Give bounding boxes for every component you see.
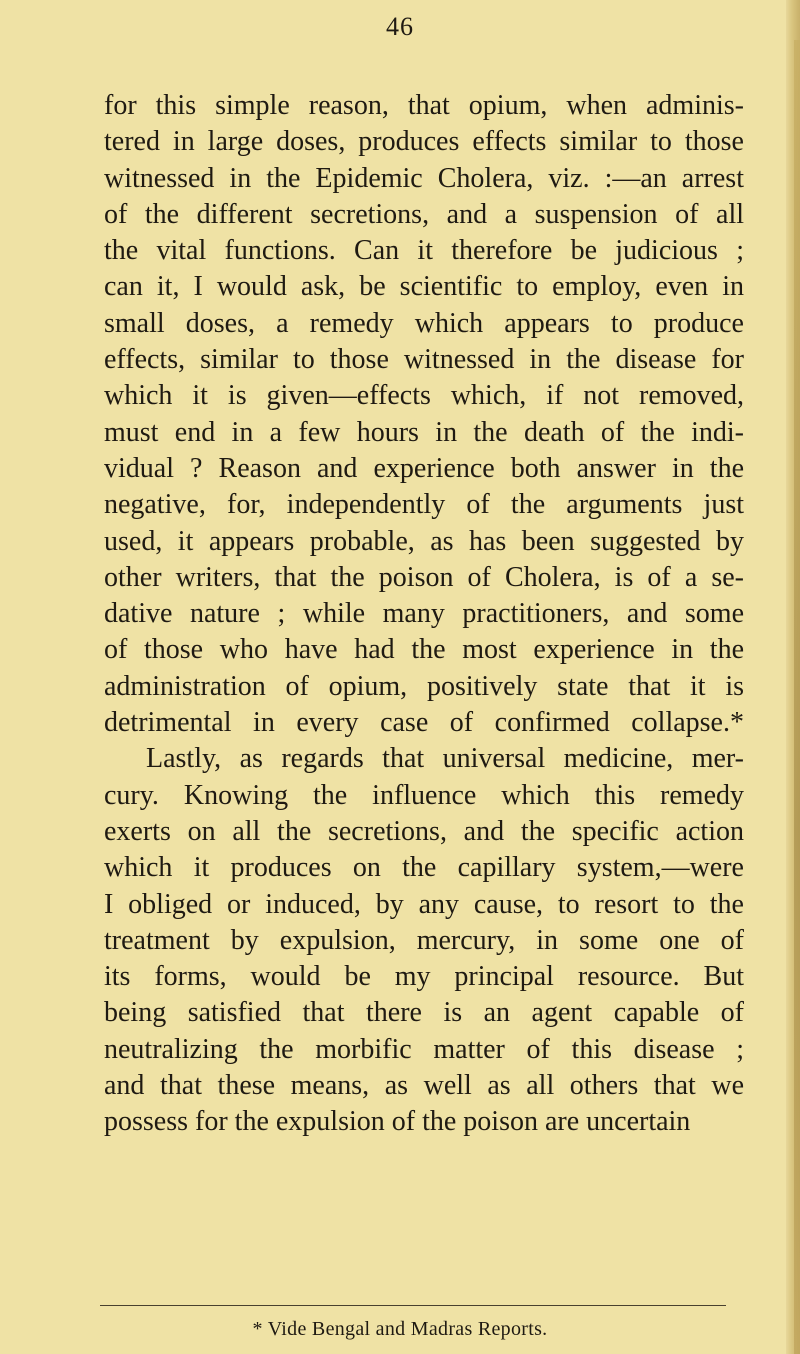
text-line: witnessed in the Epidemic Cholera, viz. :—an arrest <box>104 162 744 194</box>
text-line: possess for the expulsion of the poison are uncertain <box>104 1106 691 1138</box>
text-line: cury. Knowing the influence which this remedy <box>104 779 744 811</box>
text-line: detrimental in every case of confirmed collapse.* <box>104 707 744 739</box>
text-line: and that these means, as well as all others that we <box>104 1070 744 1102</box>
text-line: of those who have had the most experience in the <box>104 634 744 666</box>
text-line: exerts on all the secretions, and the specific action <box>104 815 744 847</box>
text-line: administration of opium, positively state that it is <box>104 670 744 702</box>
text-line: I obliged or induced, by any cause, to resort to the <box>104 888 744 920</box>
text-line: effects, similar to those witnessed in the disease for <box>104 344 744 376</box>
text-line: other writers, that the poison of Cholera, is of a se- <box>104 561 744 593</box>
text-line: used, it appears probable, as has been suggested by <box>104 525 744 557</box>
text-line: tered in large doses, produces effects similar to those <box>104 126 744 158</box>
text-line: neutralizing the morbific matter of this disease ; <box>104 1033 744 1065</box>
page-edge-shadow <box>794 40 800 1354</box>
body-text <box>104 88 744 1141</box>
text-line: of the different secretions, and a suspension of all <box>104 198 744 230</box>
text-line: for this simple reason, that opium, when adminis- <box>104 90 744 121</box>
text-line: dative nature ; while many practitioners, and some <box>104 598 744 630</box>
text-line: treatment by expulsion, mercury, in some one of <box>104 924 744 956</box>
text-line: which it produces on the capillary system,—were <box>104 852 744 884</box>
text-line: negative, for, independently of the arguments just <box>104 489 744 521</box>
text-line: must end in a few hours in the death of the indi- <box>104 416 744 448</box>
text-line: vidual ? Reason and experience both answer in the <box>104 452 744 484</box>
footnote: * Vide Bengal and Madras Reports. <box>252 1318 548 1340</box>
footnote-rule <box>100 1305 726 1306</box>
text-line: the vital functions. Can it therefore be judicious ; <box>104 235 744 267</box>
text-line: being satisfied that there is an agent capable of <box>104 997 744 1029</box>
text-line: can it, I would ask, be scientific to employ, even in <box>104 271 744 303</box>
text-line: its forms, would be my principal resource. But <box>104 961 744 993</box>
text-line: small doses, a remedy which appears to produce <box>104 307 744 339</box>
text-line: Lastly, as regards that universal medicine, mer- <box>146 743 744 775</box>
text-line: which it is given—effects which, if not removed, <box>104 380 744 412</box>
page-number: 46 <box>386 12 414 41</box>
